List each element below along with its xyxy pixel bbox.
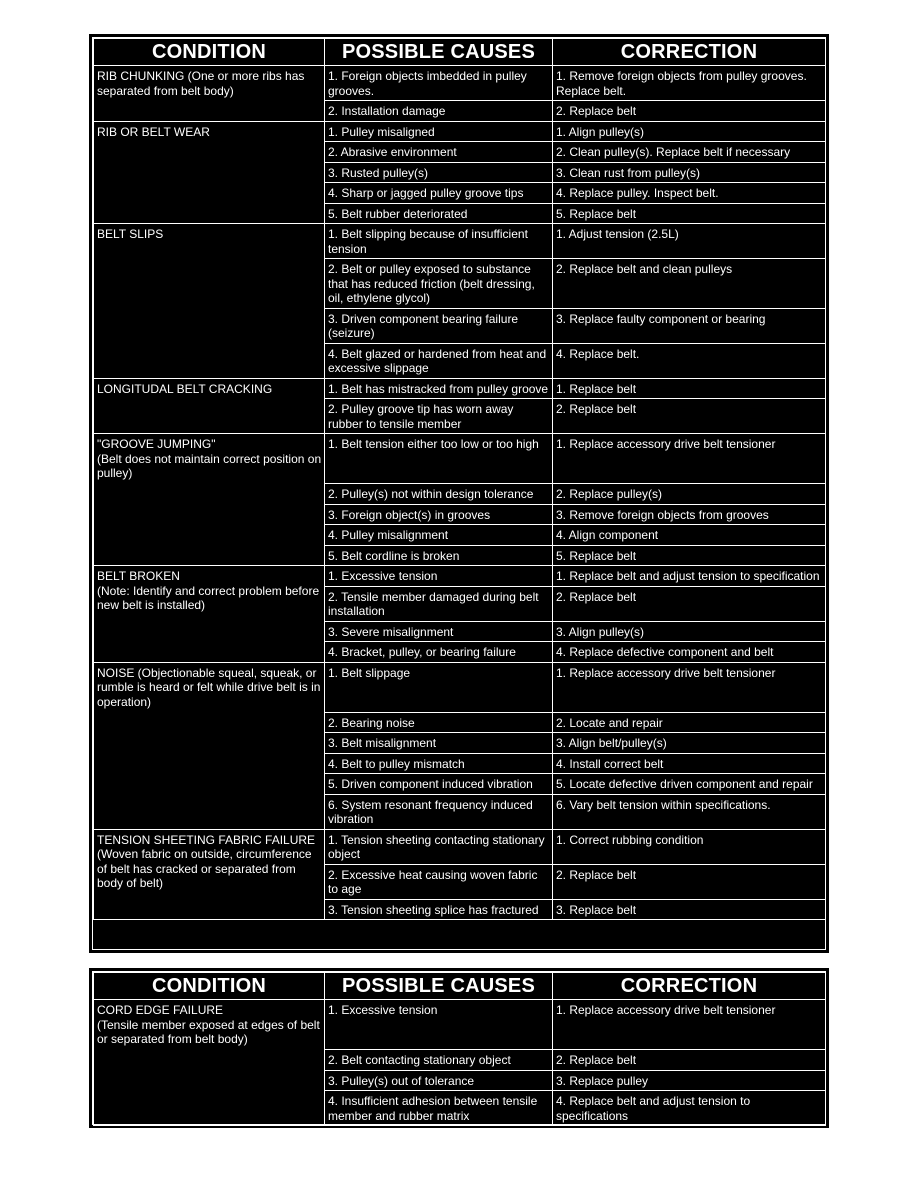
correction-cell: 1. Replace belt and adjust tension to specification <box>553 566 826 587</box>
cause-cell: 1. Excessive tension <box>325 566 553 587</box>
correction-header: CORRECTION <box>553 973 826 1000</box>
cause-cell: 1. Excessive tension <box>325 1000 553 1050</box>
cause-cell: 1. Foreign objects imbedded in pulley grooves. <box>325 66 553 101</box>
correction-cell: 2. Replace belt <box>553 399 826 434</box>
table-1-header-row <box>94 39 826 66</box>
correction-cell: 5. Locate defective driven component and repair <box>553 774 826 795</box>
cause-cell: 1. Tension sheeting contacting stationary object <box>325 829 553 864</box>
cause-cell: 4. Bracket, pulley, or bearing failure <box>325 642 553 663</box>
cause-cell: 3. Pulley(s) out of tolerance <box>325 1070 553 1091</box>
condition-cell: LONGITUDAL BELT CRACKING <box>94 378 325 434</box>
correction-cell: 2. Replace belt <box>553 586 826 621</box>
cause-cell: 2. Pulley(s) not within design tolerance <box>325 484 553 505</box>
correction-cell: 4. Align component <box>553 525 826 546</box>
correction-cell: 3. Align pulley(s) <box>553 621 826 642</box>
cause-cell: 3. Belt misalignment <box>325 733 553 754</box>
correction-cell: 2. Replace pulley(s) <box>553 484 826 505</box>
diagnosis-table-1-frame <box>89 34 829 953</box>
cause-cell: 3. Severe misalignment <box>325 621 553 642</box>
cause-cell: 5. Driven component induced vibration <box>325 774 553 795</box>
table-row <box>94 829 826 864</box>
table-row <box>94 378 826 399</box>
correction-cell: 3. Clean rust from pulley(s) <box>553 162 826 183</box>
cause-cell: 2. Belt contacting stationary object <box>325 1050 553 1071</box>
table-row <box>94 121 826 142</box>
condition-cell: RIB CHUNKING (One or more ribs has separated from belt body) <box>94 66 325 122</box>
cause-cell: 2. Excessive heat causing woven fabric to age <box>325 864 553 899</box>
condition-cell: NOISE (Objectionable squeal, squeak, or rumble is heard or felt while drive belt is in operation) <box>94 662 325 829</box>
correction-cell: 2. Locate and repair <box>553 712 826 733</box>
condition-header: CONDITION <box>94 973 325 1000</box>
cause-cell: 2. Abrasive environment <box>325 142 553 163</box>
correction-cell: 2. Replace belt <box>553 864 826 899</box>
cause-cell: 3. Tension sheeting splice has fractured <box>325 899 553 920</box>
cause-cell: 3. Foreign object(s) in grooves <box>325 504 553 525</box>
correction-cell: 3. Remove foreign objects from grooves <box>553 504 826 525</box>
correction-cell: 1. Align pulley(s) <box>553 121 826 142</box>
correction-cell: 4. Replace belt. <box>553 343 826 378</box>
correction-cell: 2. Replace belt <box>553 101 826 122</box>
correction-cell: 5. Replace belt <box>553 545 826 566</box>
condition-cell: BELT SLIPS <box>94 224 325 379</box>
correction-cell: 1. Correct rubbing condition <box>553 829 826 864</box>
cause-cell: 6. System resonant frequency induced vibration <box>325 794 553 829</box>
correction-header: CORRECTION <box>553 39 826 66</box>
cause-cell: 1. Belt slipping because of insufficient tension <box>325 224 553 259</box>
table-row <box>94 662 826 712</box>
cause-cell: 4. Insufficient adhesion between tensile member and rubber matrix <box>325 1091 553 1126</box>
cause-cell: 4. Sharp or jagged pulley groove tips <box>325 183 553 204</box>
correction-cell: 3. Replace faulty component or bearing <box>553 308 826 343</box>
cause-cell: 2. Pulley groove tip has worn away rubber to tensile member <box>325 399 553 434</box>
correction-cell: 1. Replace accessory drive belt tensioner <box>553 662 826 712</box>
table-row <box>94 434 826 484</box>
table-row <box>94 66 826 101</box>
correction-cell: 2. Replace belt and clean pulleys <box>553 259 826 309</box>
correction-cell: 4. Replace belt and adjust tension to specifications <box>553 1091 826 1126</box>
cause-cell: 4. Belt to pulley mismatch <box>325 753 553 774</box>
table-1-body <box>94 66 826 920</box>
cause-cell: 1. Belt tension either too low or too high <box>325 434 553 484</box>
condition-cell: BELT BROKEN (Note: Identify and correct problem before new belt is installed) <box>94 566 325 663</box>
cause-cell: 4. Pulley misalignment <box>325 525 553 546</box>
cause-cell: 3. Driven component bearing failure (seizure) <box>325 308 553 343</box>
condition-cell: "GROOVE JUMPING" (Belt does not maintain correct position on pulley) <box>94 434 325 566</box>
correction-cell: 4. Install correct belt <box>553 753 826 774</box>
condition-cell: TENSION SHEETING FABRIC FAILURE (Woven fabric on outside, circumference of belt has cracked or separated from body of belt) <box>94 829 325 920</box>
correction-cell: 4. Replace defective component and belt <box>553 642 826 663</box>
table-row <box>94 566 826 587</box>
diagnosis-table-1 <box>93 38 826 920</box>
cause-cell: 5. Belt cordline is broken <box>325 545 553 566</box>
correction-cell: 4. Replace pulley. Inspect belt. <box>553 183 826 204</box>
causes-header: POSSIBLE CAUSES <box>325 39 553 66</box>
cause-cell: 1. Belt slippage <box>325 662 553 712</box>
correction-cell: 1. Adjust tension (2.5L) <box>553 224 826 259</box>
diagnosis-table-1-inner <box>92 37 826 950</box>
correction-cell: 2. Replace belt <box>553 1050 826 1071</box>
diagnosis-table-2 <box>93 972 826 1126</box>
cause-cell: 2. Belt or pulley exposed to substance that has reduced friction (belt dressing, oil, ethylene glycol) <box>325 259 553 309</box>
condition-cell: RIB OR BELT WEAR <box>94 121 325 224</box>
cause-cell: 4. Belt glazed or hardened from heat and excessive slippage <box>325 343 553 378</box>
correction-cell: 1. Replace accessory drive belt tensioner <box>553 434 826 484</box>
causes-header: POSSIBLE CAUSES <box>325 973 553 1000</box>
condition-header: CONDITION <box>94 39 325 66</box>
table-2-header-row <box>94 973 826 1000</box>
correction-cell: 2. Clean pulley(s). Replace belt if necessary <box>553 142 826 163</box>
cause-cell: 3. Rusted pulley(s) <box>325 162 553 183</box>
cause-cell: 2. Bearing noise <box>325 712 553 733</box>
correction-cell: 1. Replace accessory drive belt tensioner <box>553 1000 826 1050</box>
correction-cell: 3. Replace belt <box>553 899 826 920</box>
diagnosis-table-2-frame <box>89 968 829 1128</box>
correction-cell: 1. Replace belt <box>553 378 826 399</box>
correction-cell: 3. Align belt/pulley(s) <box>553 733 826 754</box>
cause-cell: 2. Tensile member damaged during belt installation <box>325 586 553 621</box>
table-2-body <box>94 1000 826 1126</box>
cause-cell: 5. Belt rubber deteriorated <box>325 203 553 224</box>
correction-cell: 5. Replace belt <box>553 203 826 224</box>
diagnosis-table-2-inner <box>92 971 826 1125</box>
condition-cell: CORD EDGE FAILURE (Tensile member exposed at edges of belt or separated from belt body) <box>94 1000 325 1126</box>
cause-cell: 1. Belt has mistracked from pulley groove <box>325 378 553 399</box>
cause-cell: 2. Installation damage <box>325 101 553 122</box>
correction-cell: 3. Replace pulley <box>553 1070 826 1091</box>
correction-cell: 1. Remove foreign objects from pulley grooves. Replace belt. <box>553 66 826 101</box>
correction-cell: 6. Vary belt tension within specifications. <box>553 794 826 829</box>
cause-cell: 1. Pulley misaligned <box>325 121 553 142</box>
table-row <box>94 1000 826 1050</box>
table-row <box>94 224 826 259</box>
